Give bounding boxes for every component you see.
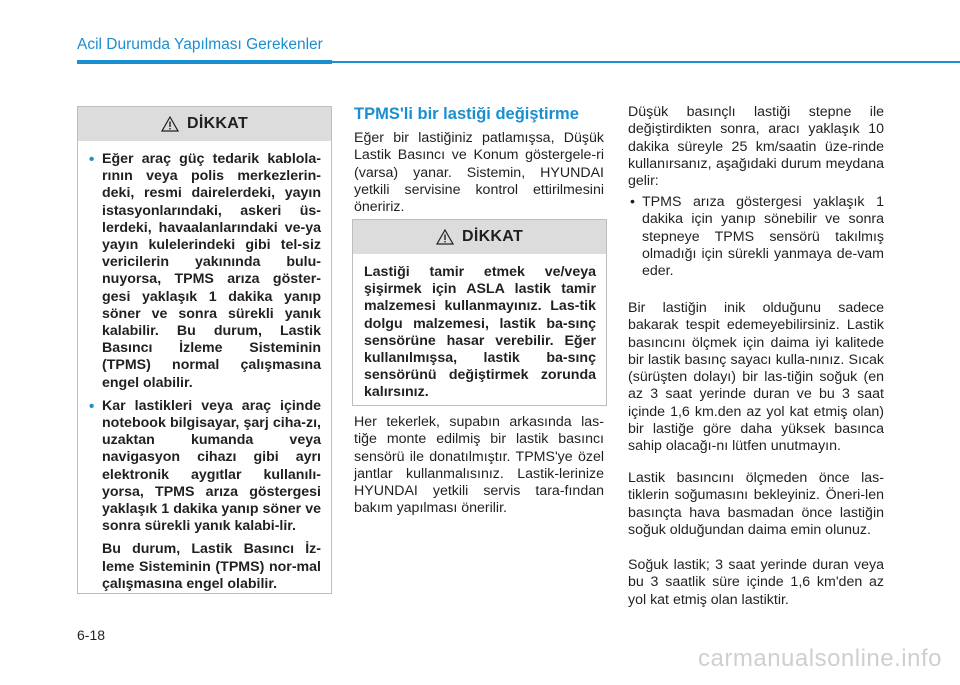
caution-body [78,141,331,593]
caution-bullet: • Kar lastikleri veya araç içinde notebook bilgisayar, şarj ciha-zı, uzaktan kumanda veya navigasyon cihazı gibi ayrı elektronik aygıtlar kullanılı-yorsa, TPMS arıza göstergesi yaklaşık 1 dakika yanıp söner ve sonra sürekli yanık kalabi-lir. [89,398,321,536]
header-rule-thick [77,60,332,64]
warning-triangle-icon [436,229,454,245]
caution-box-middle [352,219,607,406]
bullet-dot: • [630,194,635,210]
caution-box-left [77,106,332,594]
spare-tire-paragraph: Düşük basınçlı lastiği stepne ile değiştirdikten sonra, aracı yaklaşık 10 dakika süreyle 25 km/saatin üze-rinde kullanırsanız, aşağıdaki durum meydana gelir: [628,104,884,190]
cold-tire-definition: Soğuk lastik; 3 saat yerinde duran veya bu 3 saatlik süre içinde 1,6 km'den az yol kat etmiş olan lastiktir. [628,557,884,608]
tire-sensor-paragraph: Her tekerlek, supabın arkasında las-tiğe monte edilmiş bir lastik basıncı sensörü ile donatılmıştır. TPMS'ye özel jantlar kullanmalısınız. Lastik-lerinize HYUNDAI yetkili servis tara-fından bakım yapılması önerilir. [354,414,604,517]
section-heading: TPMS'li bir lastiği değiştirme [354,105,579,123]
section-title: Acil Durumda Yapılması Gerekenler [77,36,323,53]
list-item-text: TPMS arıza göstergesi yaklaşık 1 dakika için yanıp sönebilir ve sonra stepneye TPMS sensörü takılmış olmadığı için sürekli yanmaya de-vam eder. [642,194,884,280]
cool-down-paragraph: Lastik basıncını ölçmeden önce las-tiklerin soğumasını bekleyiniz. Öneri-len basınçta hava basmadan önce lastiğin soğuk olduğundan daima emin olunuz. [628,470,884,538]
caution-bullet: • Eğer araç güç tedarik kablola-rının veya polis merkezlerin-deki, resmi dairelerdeki, yayın istasyonlarındaki, askeri üs-lerdeki, havaalanlarındaki ve-ya yayın kulelerindeki gibi tel-siz vericilerin yakınında bulu-nuyorsa, TPMS arıza göster-gesi yaklaşık 1 dakika yanıp söner ve sonra sürekli yanık kalabilir. Bu durum, Lastik Basıncı İzleme Sisteminin (TPMS) normal çalışmasına engel olabilir. [89,151,321,392]
caution-bullet-list [89,151,321,535]
caution-header [353,220,606,254]
intro-paragraph: Eğer bir lastiğiniz patlamışsa, Düşük Lastik Basıncı ve Konum göstergele-ri (varsa) yanar. Sistemin, HYUNDAI yetkili servisine kontrol ettirilmesini öneririz. [354,130,604,216]
warning-triangle-icon [161,116,179,132]
caution-continuation: Bu durum, Lastik Basıncı İz-leme Sisteminin (TPMS) nor-mal çalışmasına engel olabilir. [102,541,321,592]
page-number: 6-18 [77,627,106,643]
caution-header [78,107,331,141]
watermark: carmanualsonline.info [698,645,942,672]
caution-body: Lastiği tamir etmek ve/veya şişirmek için ASLA lastik tamir malzemesi kullanmayınız. Las-tik dolgu malzemesi, lastik ba-sınç sensörüne hasar verebilir. Eğer kullanılmışsa, lastik ba-sınç sensörünü değiştirmek zorunda kalırsınız. [364,264,596,401]
list-item [628,194,884,280]
caution-heading: DİKKAT [461,228,524,245]
header-rule-thin [332,61,960,63]
inflation-check-paragraph: Bir lastiğin inik olduğunu sadece bakarak tespit edemeyebilirsiniz. Lastik basıncını ölçmek için daima iyi kalitede bir lastik basınç sayacı kulla-nınız. Sıcak (sürüşten dolayı) bir las-tiğin soğuk (en az 3 saat yerinde duran ve bu 3 saat içinde 1,6 km.den az yol kat etmiş olan) bir lastiğe göre daha yüksek basınca sahip olacağı-nı lütfen unutmayın. [628,300,884,455]
caution-heading: DİKKAT [186,115,249,132]
